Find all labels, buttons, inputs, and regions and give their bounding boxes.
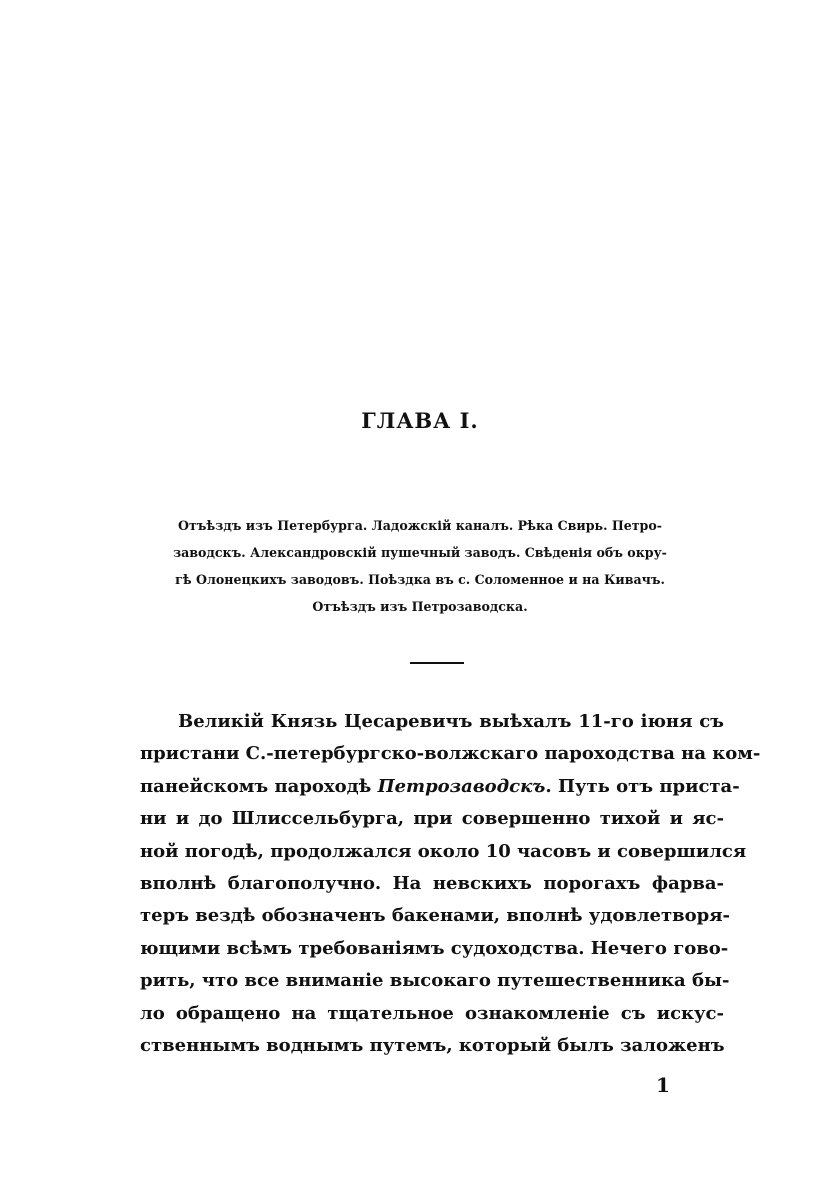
body-paragraph: [140, 706, 761, 1062]
summary-line: Отъѣздъ изъ Петрозаводска.: [312, 599, 528, 614]
page-number: 1: [656, 1073, 670, 1097]
body-line: ющими всѣмъ требованіямъ судоходства. Нечего гово-: [140, 937, 729, 959]
body-line: рить, что все вниманіе высокаго путешественника бы-: [140, 970, 730, 992]
body-line: вполнѣ благополучно. На невскихъ порогахъ фарва-: [140, 873, 724, 895]
ship-name: Петрозаводскъ: [377, 775, 546, 797]
body-line: ной погодѣ, продолжался около 10 часовъ и совершился: [140, 840, 747, 862]
body-line: пристани С.-петербургско-волжскаго пароходства на ком-: [140, 743, 761, 765]
body-line: ственнымъ воднымъ путемъ, который былъ заложенъ: [140, 1035, 725, 1057]
section-divider: [410, 662, 464, 664]
body-line: ни и до Шлиссельбурга, при совершенно тихой и яс-: [140, 808, 724, 830]
chapter-summary: [122, 512, 718, 620]
text-fragment: панейскомъ пароходѣ: [140, 775, 378, 797]
summary-line: заводскъ. Александровскій пушечный заводъ. Свѣденія объ окру-: [173, 545, 667, 560]
chapter-title: ГЛАВА I.: [361, 408, 479, 433]
text-fragment: . Путь отъ приста-: [545, 775, 740, 797]
body-line: теръ вездѣ обозначенъ бакенами, вполнѣ удовлетворя-: [140, 905, 731, 927]
body-line: Великій Князь Цесаревичъ выѣхалъ 11-го іюня съ: [178, 711, 724, 732]
body-line-with-ship-name: [140, 771, 740, 803]
summary-line: Отъѣздъ изъ Петербурга. Ладожскій каналъ. Рѣка Свирь. Петро-: [178, 518, 662, 533]
summary-line: гѣ Олонецкихъ заводовъ. Поѣздка въ с. Соломенное и на Кивачъ.: [175, 572, 665, 587]
body-line: ло обращено на тщательное ознакомленіе съ искус-: [140, 1002, 724, 1024]
